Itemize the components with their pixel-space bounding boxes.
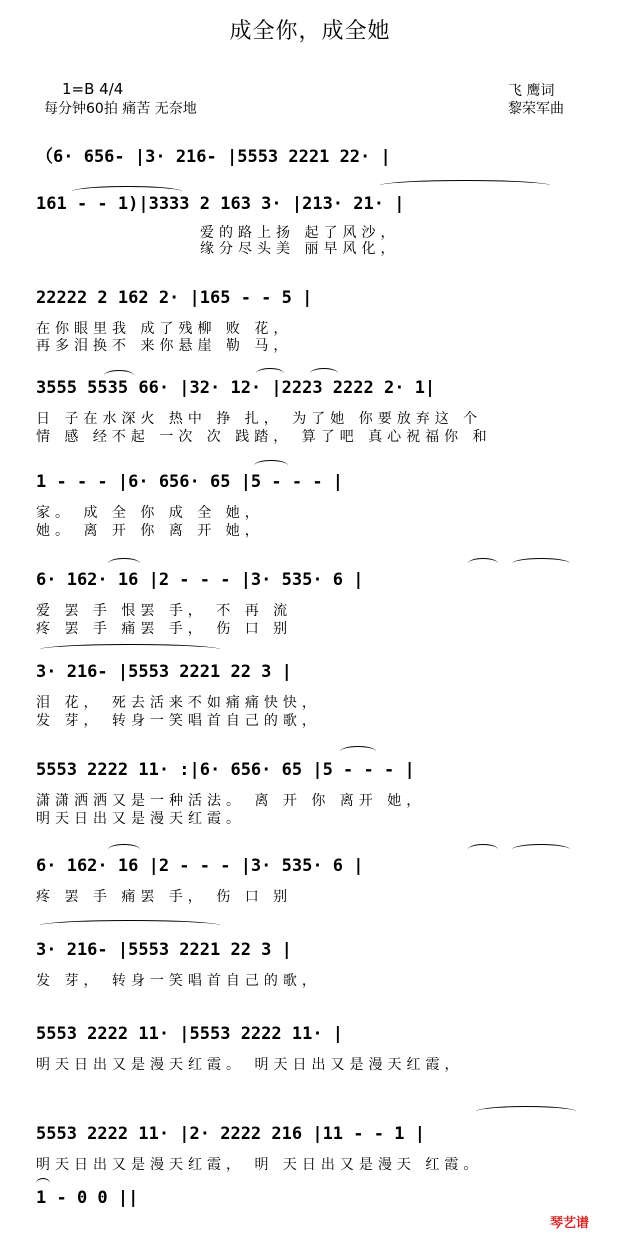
staff-notes: 1 - - - |6· 656· 65 |5 - - - | bbox=[36, 472, 344, 492]
lyric-line: 爱 罢 手 恨罢 手， 不 再 流 bbox=[36, 603, 293, 619]
lyric-line: 明天日出又是漫天红霞， 明 天日出又是漫天 红霞。 bbox=[36, 1157, 483, 1173]
lyric-line: 在你眼里我 成了残柳 败 花， bbox=[36, 321, 293, 337]
staff-notes: 6· 162· 16 |2 - - - |3· 535· 6 | bbox=[36, 570, 364, 590]
lyric-line: 疼 罢 手 痛罢 手， 伤 口 别 bbox=[36, 621, 293, 637]
lyric-line: 缘分尽头美 丽早风化， bbox=[200, 241, 400, 257]
lyric-line: 发 芽， 转身一笑唱首自己的歌， bbox=[36, 973, 321, 989]
staff-11 bbox=[0, 1016, 620, 1056]
staff-notes: 3· 216- |5553 2221 22 3 | bbox=[36, 940, 292, 960]
composer-credit: 黎荣军曲 bbox=[508, 101, 564, 117]
lyric-line: 再多泪换不 来你悬崖 勒 马， bbox=[36, 338, 293, 354]
staff-8 bbox=[0, 752, 620, 792]
lyricist-credit: 飞 鹰词 bbox=[508, 83, 555, 99]
staff-notes: 5553 2222 11· |5553 2222 11· | bbox=[36, 1024, 344, 1044]
staff-notes: 6· 162· 16 |2 - - - |3· 535· 6 | bbox=[36, 856, 364, 876]
staff-1 bbox=[0, 134, 620, 174]
staff-notes: 1 - 0 0 || bbox=[36, 1188, 139, 1208]
tempo-marking: 每分钟60拍 痛苦 无奈地 bbox=[44, 101, 197, 117]
staff-4 bbox=[0, 370, 620, 410]
lyric-line: 她。 离 开 你 离 开 她， bbox=[36, 523, 264, 539]
staff-notes: 3· 216- |5553 2221 22 3 | bbox=[36, 662, 292, 682]
lyric-line: 疼 罢 手 痛罢 手， 伤 口 别 bbox=[36, 889, 293, 905]
staff-3 bbox=[0, 280, 620, 320]
lyric-line: 家。 成 全 你 成 全 她， bbox=[36, 505, 264, 521]
staff-notes: 5553 2222 11· :|6· 656· 65 |5 - - - | bbox=[36, 760, 415, 780]
key-signature: 1=B 4/4 bbox=[62, 80, 124, 98]
lyric-line: 发 芽， 转身一笑唱首自己的歌， bbox=[36, 713, 321, 729]
staff-5 bbox=[0, 464, 620, 504]
lyric-line: 情 感 经不起 一次 次 践踏， 算了吧 真心祝福你 和 bbox=[36, 429, 492, 445]
lyric-line: 明天日出又是漫天红霞。 明天日出又是漫天红霞， bbox=[36, 1057, 464, 1073]
staff-13 bbox=[0, 1180, 620, 1220]
staff-9 bbox=[0, 848, 620, 888]
song-title: 成全你，成全她 bbox=[229, 19, 391, 44]
staff-7 bbox=[0, 654, 620, 694]
lyric-line: 泪 花， 死去活来不如痛痛快快， bbox=[36, 695, 321, 711]
staff-2 bbox=[0, 186, 620, 226]
lyric-line: 潇潇洒洒又是一种活法。 离 开 你 离开 她， bbox=[36, 793, 426, 809]
staff-10 bbox=[0, 932, 620, 972]
staff-notes: 161 - - 1)|3333 2 163 3· |213· 21· | bbox=[36, 194, 405, 214]
staff-notes: （6· 656- |3· 216- |5553 2221 22· | bbox=[36, 147, 391, 167]
site-logo: 琴艺谱 bbox=[550, 1216, 590, 1231]
staff-12 bbox=[0, 1116, 620, 1156]
staff-notes: 22222 2 162 2· |165 - - 5 | bbox=[36, 288, 313, 308]
lyric-line: 爱的路上扬 起了风沙， bbox=[200, 225, 400, 241]
staff-6 bbox=[0, 562, 620, 602]
staff-notes: 5553 2222 11· |2· 2222 216 |11 - - 1 | bbox=[36, 1124, 425, 1144]
lyric-line: 明天日出又是漫天红霞。 bbox=[36, 811, 245, 827]
lyric-line: 日 子在水深火 热中 挣 扎， 为了她 你要放弃这 个 bbox=[36, 411, 483, 427]
staff-notes: 3555 5535 66· |32· 12· |2223 2222 2· 1| bbox=[36, 378, 436, 398]
